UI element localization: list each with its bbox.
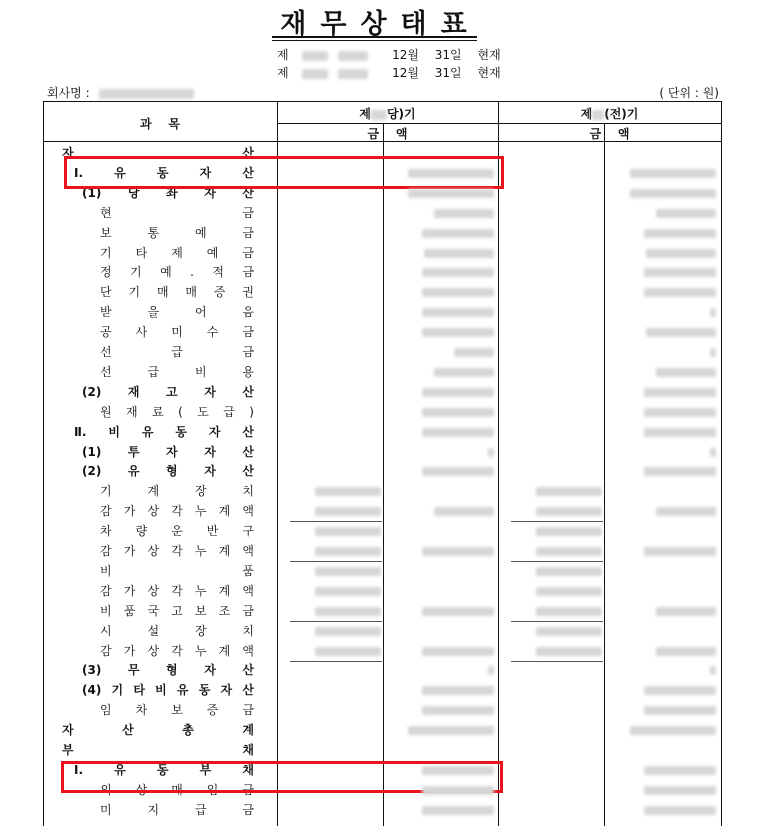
redacted-amount: [488, 666, 494, 675]
row-label: 비 품: [100, 563, 254, 578]
period-day: 31일: [434, 66, 462, 80]
redacted-amount: [315, 587, 381, 596]
table-left-border: [43, 101, 44, 826]
redacted-amount: [422, 806, 494, 815]
redacted-amount: [422, 686, 494, 695]
header-divider: [277, 123, 721, 124]
row-label: (2) 유 형 자 산: [82, 464, 254, 479]
redacted-amount: [422, 786, 494, 795]
redacted-amount: [646, 249, 716, 258]
row-label: 받 을 어 음: [100, 305, 254, 320]
header-prior-amount: 금 액: [589, 127, 630, 141]
redacted-amount: [422, 408, 494, 417]
redacted-amount: [644, 408, 716, 417]
title-underline-thin: [272, 40, 477, 41]
redacted-amount: [408, 169, 494, 178]
row-label: 자 산: [62, 146, 254, 160]
redacted-amount: [644, 766, 716, 775]
redacted-amount: [710, 666, 716, 675]
row-label: 감 가 상 각 누 계 액: [100, 643, 254, 658]
redacted-amount: [315, 527, 381, 536]
redacted-amount: [644, 686, 716, 695]
row-label: Ⅱ. 비 유 동 자 산: [74, 424, 254, 439]
table-right-border: [721, 101, 722, 826]
redacted-amount: [424, 249, 494, 258]
redacted-amount: [644, 388, 716, 397]
unit-label: ( 단위 : 원): [659, 86, 719, 100]
redacted-amount: [536, 607, 602, 616]
row-label: Ⅰ. 유 동 부 채: [74, 762, 254, 777]
row-label: 시 설 장 치: [100, 623, 254, 638]
redacted-period-number: [302, 51, 328, 61]
redacted-amount: [488, 448, 494, 457]
redacted-amount: [434, 209, 494, 218]
redacted-period-number: [371, 110, 387, 120]
redacted-amount: [536, 547, 602, 556]
header-prior-prefix: 제: [580, 107, 593, 121]
redacted-amount: [422, 647, 494, 656]
redacted-amount: [422, 547, 494, 556]
redacted-amount: [644, 786, 716, 795]
period-day: 31일: [434, 48, 462, 62]
row-label: 선 급 비 용: [100, 364, 254, 379]
redacted-amount: [644, 806, 716, 815]
header-account: [43, 115, 277, 132]
redacted-amount: [315, 547, 381, 556]
header-prior-period: [498, 105, 721, 122]
redacted-period-number: [592, 110, 604, 120]
row-label: 감 가 상 각 누 계 액: [100, 583, 254, 598]
redacted-amount: [536, 527, 602, 536]
header-prior-label: (전)기: [604, 107, 639, 121]
row-label: 기 타 제 예 금: [100, 245, 254, 260]
row-label: 원 재 료 ( 도 급 ): [100, 404, 254, 419]
row-label: 단 기 매 매 증 권: [100, 285, 254, 300]
redacted-amount: [536, 507, 602, 516]
redacted-amount: [315, 647, 381, 656]
redacted-amount: [644, 428, 716, 437]
redacted-amount: [644, 288, 716, 297]
redacted-amount: [536, 587, 602, 596]
redacted-amount: [644, 547, 716, 556]
subtotal-line: [290, 621, 382, 622]
title-underline: [272, 36, 477, 38]
page-title: 재무상태표: [280, 9, 481, 40]
redacted-amount: [408, 726, 494, 735]
row-label: (2) 재 고 자 산: [82, 384, 254, 399]
row-label: 정 기 예 . 적 금: [100, 265, 254, 280]
redacted-year: [338, 51, 368, 61]
redacted-amount: [315, 567, 381, 576]
redacted-amount: [422, 467, 494, 476]
period-prefix: 제: [277, 66, 289, 80]
period-suffix: 현재: [477, 66, 501, 80]
subtotal-line: [511, 561, 603, 562]
redacted-amount: [422, 288, 494, 297]
row-label: Ⅰ. 유 동 자 산: [74, 165, 254, 180]
redacted-amount: [536, 627, 602, 636]
redacted-amount: [422, 268, 494, 277]
redacted-amount: [315, 487, 381, 496]
redacted-amount: [536, 567, 602, 576]
redacted-amount: [656, 607, 716, 616]
redacted-amount: [536, 487, 602, 496]
redacted-amount: [644, 268, 716, 277]
redacted-amount: [434, 507, 494, 516]
redacted-amount: [315, 607, 381, 616]
company-name-line: [47, 84, 194, 101]
redacted-amount: [644, 706, 716, 715]
column-divider-current-prior: [498, 101, 499, 826]
redacted-amount: [656, 507, 716, 516]
redacted-amount: [422, 328, 494, 337]
company-label: 회사명 :: [47, 86, 90, 100]
redacted-amount: [656, 368, 716, 377]
redacted-amount: [422, 607, 494, 616]
redacted-amount: [454, 348, 494, 357]
period-month: 12월: [392, 66, 419, 80]
period-line-prior: [277, 64, 501, 81]
row-label: (1) 당 좌 자 산: [82, 185, 254, 200]
redacted-period-number: [302, 69, 328, 79]
redacted-amount: [536, 647, 602, 656]
redacted-amount: [422, 706, 494, 715]
redacted-amount: [710, 448, 716, 457]
redacted-amount: [408, 189, 494, 198]
redacted-amount: [656, 647, 716, 656]
period-line-current: [277, 46, 501, 63]
row-label: 부 채: [62, 743, 254, 757]
row-label: 비 품 국 고 보 조 금: [100, 603, 254, 618]
row-label: 보 통 예 금: [100, 225, 254, 240]
redacted-amount: [656, 209, 716, 218]
redacted-amount: [644, 229, 716, 238]
row-label: 현 금: [100, 205, 254, 220]
header-current-period: [277, 105, 498, 122]
redacted-amount: [646, 328, 716, 337]
subtotal-line: [511, 661, 603, 662]
row-label: 미 지 급 금: [100, 802, 254, 817]
row-label: (1) 투 자 자 산: [82, 444, 254, 459]
redacted-amount: [422, 388, 494, 397]
redacted-amount: [630, 189, 716, 198]
row-label: (3) 무 형 자 산: [82, 663, 254, 678]
row-label: 감 가 상 각 누 계 액: [100, 504, 254, 519]
row-label: 자 산 총 계: [62, 723, 254, 738]
column-divider-prior-mid: [604, 123, 605, 826]
table-top-border: [43, 101, 721, 102]
redacted-amount: [630, 169, 716, 178]
subtotal-line: [511, 521, 603, 522]
redacted-amount: [315, 507, 381, 516]
redacted-amount: [434, 368, 494, 377]
header-current-amount: 금 액: [367, 127, 408, 141]
row-label: 선 급 금: [100, 345, 254, 359]
row-label: 외 상 매 입 금: [100, 782, 254, 797]
subtotal-line: [290, 661, 382, 662]
row-label: 차 량 운 반 구: [100, 524, 254, 539]
row-label: (4) 기 타 비 유 동 자 산: [82, 683, 254, 698]
period-month: 12월: [392, 48, 419, 62]
redacted-amount: [422, 428, 494, 437]
period-suffix: 현재: [477, 48, 501, 62]
subtotal-line: [290, 521, 382, 522]
row-label: 공 사 미 수 금: [100, 325, 254, 340]
redacted-year: [338, 69, 368, 79]
redacted-amount: [644, 467, 716, 476]
period-prefix: 제: [277, 48, 289, 62]
subtotal-line: [511, 621, 603, 622]
redacted-amount: [710, 308, 716, 317]
column-divider-account: [277, 101, 278, 826]
redacted-company-name: [99, 89, 194, 99]
header-current-label: 당)기: [386, 107, 416, 121]
row-label: 기 계 장 치: [100, 484, 254, 499]
row-label: 감 가 상 각 누 계 액: [100, 544, 254, 558]
column-divider-current-mid: [383, 123, 384, 826]
redacted-amount: [422, 229, 494, 238]
header-account-label: 과 목: [140, 117, 180, 131]
redacted-amount: [315, 627, 381, 636]
row-label: 임 차 보 증 금: [100, 703, 254, 718]
redacted-amount: [422, 766, 494, 775]
redacted-amount: [630, 726, 716, 735]
subtotal-line: [290, 561, 382, 562]
header-current-prefix: 제: [359, 107, 371, 121]
redacted-amount: [710, 348, 716, 357]
redacted-amount: [422, 308, 494, 317]
